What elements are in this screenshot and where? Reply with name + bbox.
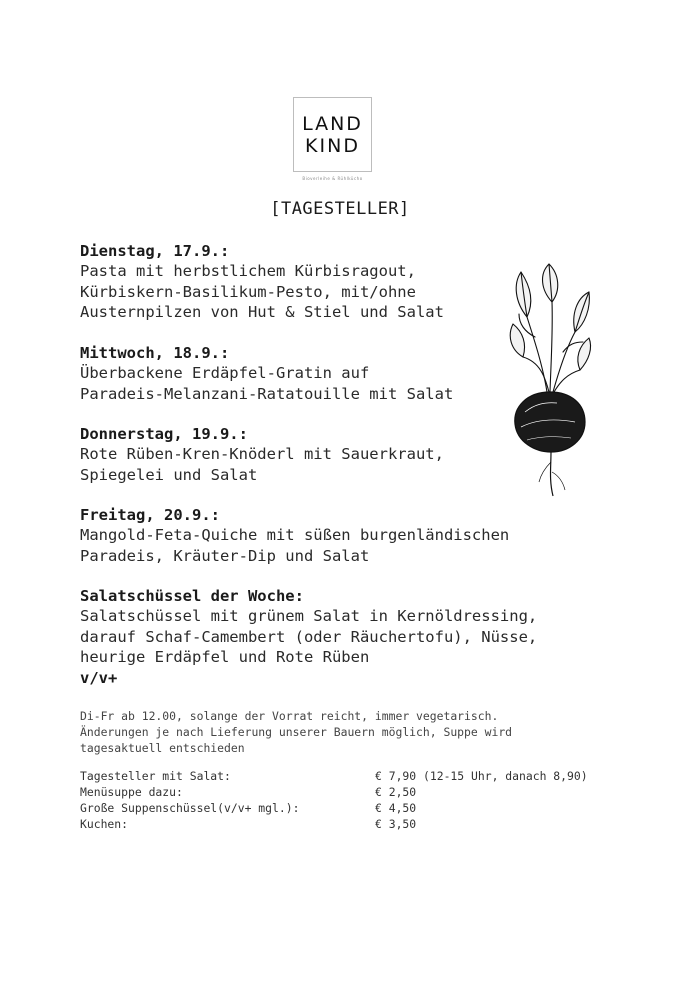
dish-line: Paradeis, Kräuter-Dip und Salat	[80, 546, 370, 565]
beetroot-illustration	[505, 262, 595, 497]
service-note	[80, 708, 600, 756]
note-line: Di-Fr ab 12.00, solange der Vorrat reicht, immer vegetarisch.	[80, 709, 499, 723]
price-value: € 4,50	[375, 801, 417, 815]
dish-line: darauf Schaf-Camembert (oder Räuchertofu), Nüsse,	[80, 627, 538, 646]
logo-line-2: KIND	[305, 134, 360, 157]
price-row	[80, 784, 588, 800]
dish-line: Überbackene Erdäpfel-Gratin auf	[80, 364, 370, 382]
price-row	[80, 768, 588, 784]
dish-line: heurige Erdäpfel und Rote Rüben	[80, 648, 370, 666]
note-line: tagesaktuell entschieden	[80, 741, 245, 755]
day-label: Freitag, 20.9.:	[80, 506, 220, 524]
day-label: Mittwoch, 18.9.:	[80, 344, 230, 362]
price-value: € 2,50	[375, 785, 417, 799]
menu-day-tuesday	[80, 241, 444, 323]
price-row	[80, 800, 588, 816]
menu-title: [TAGESTELLER]	[270, 199, 410, 219]
dish-line: Paradeis-Melanzani-Ratatouille mit Salat	[80, 384, 454, 403]
diet-badge: v/v+	[80, 668, 118, 687]
dish-line: Rote Rüben-Kren-Knöderl mit Sauerkraut,	[80, 445, 444, 463]
note-line: Änderungen je nach Lieferung unserer Bauern möglich, Suppe wird	[80, 725, 513, 739]
menu-day-thursday	[80, 424, 444, 485]
price-row	[80, 816, 588, 832]
dish-line: Mangold-Feta-Quiche mit süßen burgenländischen	[80, 526, 510, 544]
price-value: € 3,50	[375, 817, 417, 831]
menu-day-friday	[80, 505, 509, 566]
landkind-logo	[293, 97, 372, 172]
price-value: € 7,90 (12-15 Uhr, danach 8,90)	[375, 769, 588, 783]
price-list	[80, 768, 588, 832]
day-label: Salatschüssel der Woche:	[80, 587, 304, 605]
logo-tagline: Bioverleihe & Rühlkücho	[302, 176, 363, 181]
price-label: Kuchen:	[80, 817, 129, 831]
menu-day-wednesday	[80, 343, 453, 404]
dish-line: Kürbiskern-Basilikum-Pesto, mit/ohne	[80, 282, 416, 301]
dish-line: Pasta mit herbstlichem Kürbisragout,	[80, 262, 416, 280]
dish-line: Salatschüssel mit grünem Salat in Kernöldressing,	[80, 607, 538, 625]
price-label: Tagesteller mit Salat:	[80, 769, 231, 783]
menu-salad-of-the-week	[80, 586, 537, 688]
price-label: Menüsuppe dazu:	[80, 785, 183, 799]
price-label: Große Suppenschüssel(v/v+ mgl.):	[80, 801, 300, 815]
logo-line-1: LAND	[302, 112, 363, 135]
dish-line: Austernpilzen von Hut & Stiel und Salat	[80, 303, 444, 321]
dish-line: Spiegelei und Salat	[80, 465, 258, 484]
day-label: Donnerstag, 19.9.:	[80, 425, 248, 443]
day-label: Dienstag, 17.9.:	[80, 242, 230, 260]
